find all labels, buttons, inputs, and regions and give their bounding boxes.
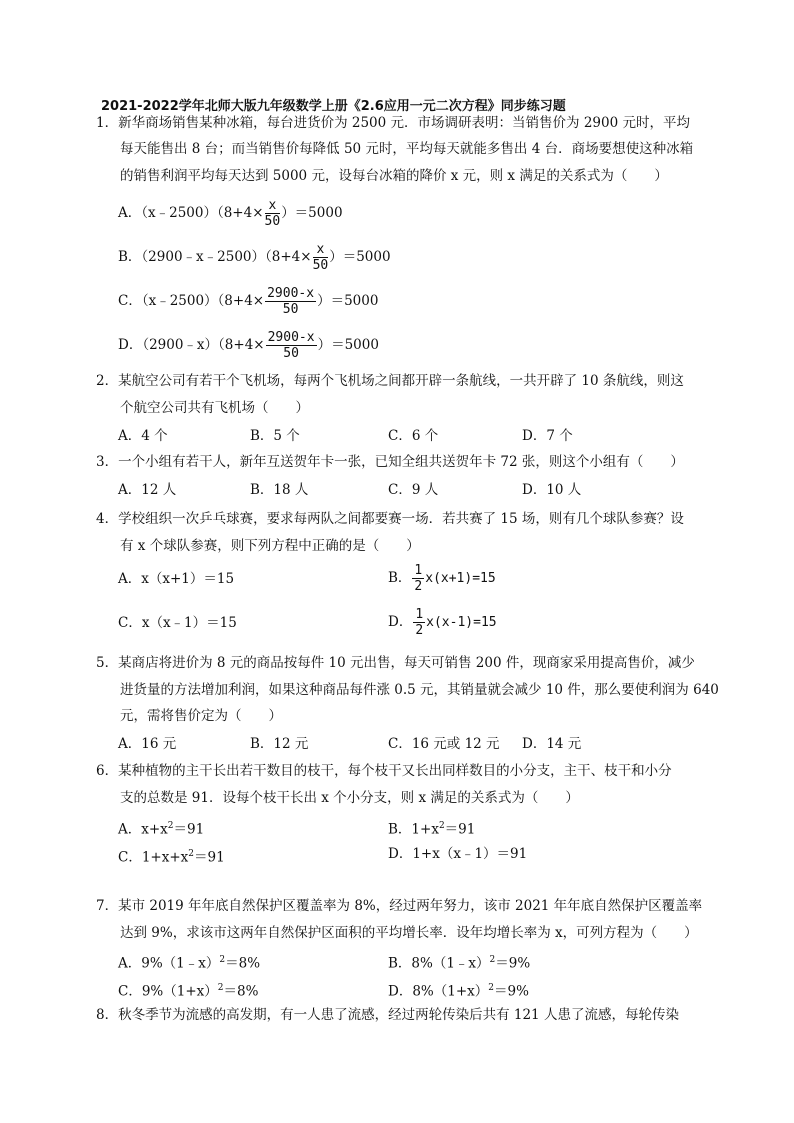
- question-8-line-1: 8．秋冬季节为流感的高发期，有一人患了流感，经过两轮传染后共有 121 人患了流感，每轮传染: [96, 1007, 679, 1023]
- question-5-line-3: 元，需将售价定为（ ）: [120, 708, 282, 724]
- question-2-line-1: 2．某航空公司有若干个飞机场，每两个飞机场之间都开辟一条航线，一共开辟了 10 条航线，则这: [96, 373, 684, 389]
- question-5-option-c: C．16 元或 12 元: [388, 736, 500, 752]
- fraction: $\frac{1}{2}$: [414, 563, 423, 594]
- question-3-line-1: 3．一个小组有若干人，新年互送贺年卡一张，已知全组共送贺年卡 72 张，则这个小组有（ ）: [96, 454, 684, 470]
- question-3-option-c: C．9 人: [388, 482, 439, 498]
- question-7-option-b: B．8%（1﹣x）$^2$＝9%: [388, 955, 531, 972]
- question-1-option-d: D．（2900﹣x）（8+4× $\frac{2900-x}{50}$ ）＝5000: [118, 330, 379, 361]
- question-2-line-2: 个航空公司共有飞机场（ ）: [120, 400, 309, 416]
- question-3-option-b: B．18 人: [250, 482, 309, 498]
- question-1-option-b: B．（2900﹣x﹣2500）（8+4× $\frac{x}{50}$ ）＝5000: [118, 242, 391, 273]
- question-1-option-c: C．（x﹣2500）（8+4× $\frac{2900-x}{50}$ ）＝5000: [118, 286, 379, 317]
- question-3-option-a: A．12 人: [118, 482, 177, 498]
- question-2-option-c: C．6 个: [388, 428, 439, 444]
- question-4-line-1: 4．学校组织一次乒乓球赛，要求每两队之间都要赛一场．若共赛了 15 场，则有几个球队参赛？设: [96, 511, 684, 527]
- question-7-line-1: 7．某市 2019 年年底自然保护区覆盖率为 8%，经过两年努力，该市 2021 年年底自然保护区覆盖率: [96, 898, 703, 914]
- question-3-option-d: D．10 人: [522, 482, 582, 498]
- question-7-option-c: C．$9\%(1+x)^2=8\%$: [118, 983, 259, 1000]
- question-7-line-2: 达到 9%，求该市这两年自然保护区面积的平均增长率．设年均增长率为 x，可列方程为（ ）: [120, 925, 698, 941]
- question-6-option-c: C．$1+x+x^2=91$: [118, 849, 225, 866]
- question-1-line-1: 1．新华商场销售某种冰箱，每台进货价为 2500 元．市场调研表明：当销售价为 2900 元时，平均: [96, 115, 690, 131]
- question-5-option-d: D．14 元: [522, 736, 582, 752]
- question-6-line-1: 6．某种植物的主干长出若干数目的枝干，每个枝干又长出同样数目的小分支，主干、枝干和小分: [96, 763, 672, 779]
- question-6-option-b: B．$1+x^2=91$: [388, 821, 476, 838]
- question-5-option-b: B．12 元: [250, 736, 309, 752]
- question-5-line-2: 进货量的方法增加利润，如果这种商品每件涨 0.5 元，其销量就会减少 10 件，那么要使利润为 640: [120, 682, 719, 698]
- question-4-option-d: D． $\frac{1}{2}$ x(x-1)=15: [388, 607, 497, 638]
- question-1-line-2: 每天能售出 8 台；而当销售价每降低 50 元时，平均每天就能多售出 4 台．商场要想使这种冰箱: [120, 141, 694, 157]
- question-4-option-c: C．x（x﹣1）＝15: [118, 615, 237, 631]
- question-6-line-2: 支的总数是 91．设每个枝干长出 x 个小分支，则 x 满足的关系式为（ ）: [120, 790, 579, 806]
- question-4-option-a: A．x（x+1）＝15: [118, 571, 235, 587]
- fraction: $\frac{2900-x}{50}$: [267, 330, 315, 361]
- question-7-option-a: A．9%（1﹣x）$^2$＝8%: [118, 955, 261, 972]
- question-1-line-3: 的销售利润平均每天达到 5000 元，设每台冰箱的降价 x 元，则 x 满足的关系式为（ ）: [120, 168, 668, 184]
- question-6-option-a: A．$x+x^2=91$: [118, 821, 205, 838]
- question-5-line-1: 5．某商店将进价为 8 元的商品按每件 10 元出售，每天可销售 200 件，现商家采用提高售价，减少: [96, 655, 695, 671]
- fraction: $\frac{1}{2}$: [415, 607, 424, 638]
- fraction: $\frac{x}{50}$: [264, 198, 281, 229]
- question-4-line-2: 有 x 个球队参赛，则下列方程中正确的是（ ）: [120, 538, 420, 554]
- question-7-option-d: D．$8\%(1+x)^2=9\%$: [388, 983, 529, 1000]
- question-1-option-a: A．（x﹣2500）（8+4× $\frac{x}{50}$ ）＝5000: [118, 198, 343, 229]
- question-5-option-a: A．16 元: [118, 736, 177, 752]
- question-2-option-b: B．5 个: [250, 428, 300, 444]
- question-2-option-a: A．4 个: [118, 428, 168, 444]
- worksheet-title: 2021-2022学年北师大版九年级数学上册《2.6应用一元二次方程》同步练习题: [101, 99, 566, 114]
- fraction: $\frac{2900-x}{50}$: [267, 286, 315, 317]
- question-2-option-d: D．7 个: [522, 428, 573, 444]
- question-6-option-d: D．1+x（x﹣1）＝91: [388, 846, 528, 862]
- question-4-option-b: B． $\frac{1}{2}$ x(x+1)=15: [388, 563, 496, 594]
- fraction: $\frac{x}{50}$: [312, 242, 329, 273]
